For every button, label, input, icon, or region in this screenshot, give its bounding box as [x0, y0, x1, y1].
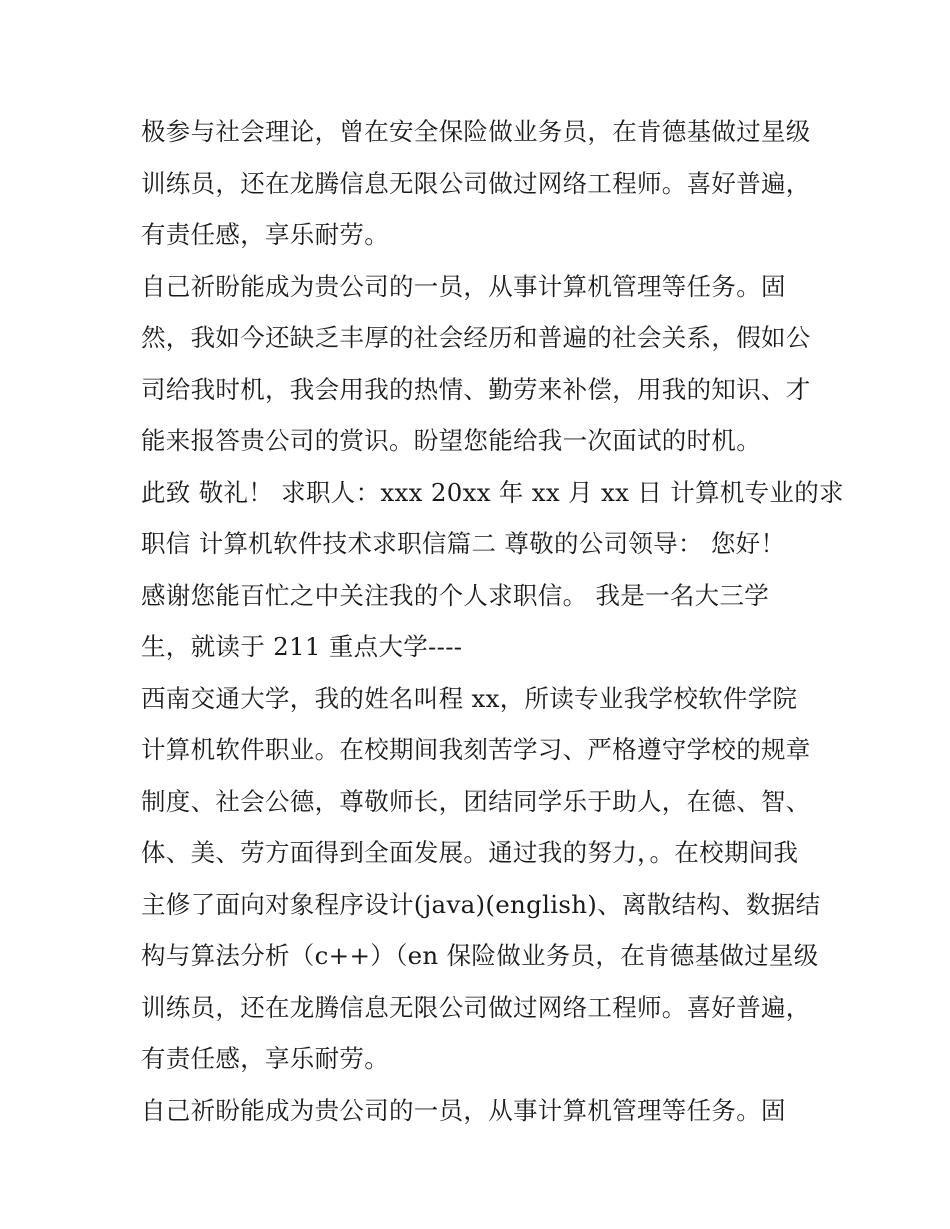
text-line: 司给我时机，我会用我的热情、勤劳来补偿，用我的知识、才 — [141, 374, 811, 404]
text-line: 构与算法分析（c++）（en 保险做业务员，在肯德基做过星级 — [141, 941, 819, 970]
text-line: 训练员，还在龙腾信息无限公司做过网络工程师。喜好普遍， — [141, 992, 811, 1022]
text-line: 制度、社会公德，尊敬师长，团结同学乐于助人，在德、智、 — [141, 786, 811, 816]
text-line: 然，我如今还缺乏丰厚的社会经历和普遍的社会关系，假如公 — [141, 323, 811, 352]
text-line: 自己祈盼能成为贵公司的一员，从事计算机管理等任务。固 — [141, 271, 786, 301]
text-line: 有责任感，享乐耐劳。 — [141, 1044, 389, 1073]
text-line: 感谢您能百忙之中关注我的个人求职信。 我是一名大三学 — [141, 580, 770, 610]
text-line: 极参与社会理论，曾在安全保险做业务员，在肯德基做过星级 — [141, 117, 811, 146]
text-line: 计算机软件职业。在校期间我刻苦学习、严格遵守学校的规章 — [141, 735, 811, 764]
text-line: 此致 敬礼！ 求职人：xxx 20xx 年 xx 月 xx 日 计算机专业的求 — [141, 477, 844, 507]
text-line: 有责任感，享乐耐劳。 — [141, 220, 389, 249]
text-line: 体、美、劳方面得到全面发展。通过我的努力，。在校期间我 — [141, 838, 799, 867]
text-line: 西南交通大学，我的姓名叫程 xx，所读专业我学校软件学院 — [141, 683, 798, 713]
text-line: 生，就读于 211 重点大学---- — [141, 632, 463, 661]
text-line: 职信 计算机软件技术求职信篇二 尊敬的公司领导： 您好！ — [141, 529, 786, 558]
text-line: 自己祈盼能成为贵公司的一员，从事计算机管理等任务。固 — [141, 1095, 786, 1125]
letter-body — [141, 106, 844, 1136]
text-line: 主修了面向对象程序设计(java)(english)、离散结构、数据结 — [141, 889, 821, 919]
text-line: 训练员，还在龙腾信息无限公司做过网络工程师。喜好普遍， — [141, 168, 811, 198]
text-line: 能来报答贵公司的赏识。盼望您能给我一次面试的时机。 — [141, 426, 761, 455]
